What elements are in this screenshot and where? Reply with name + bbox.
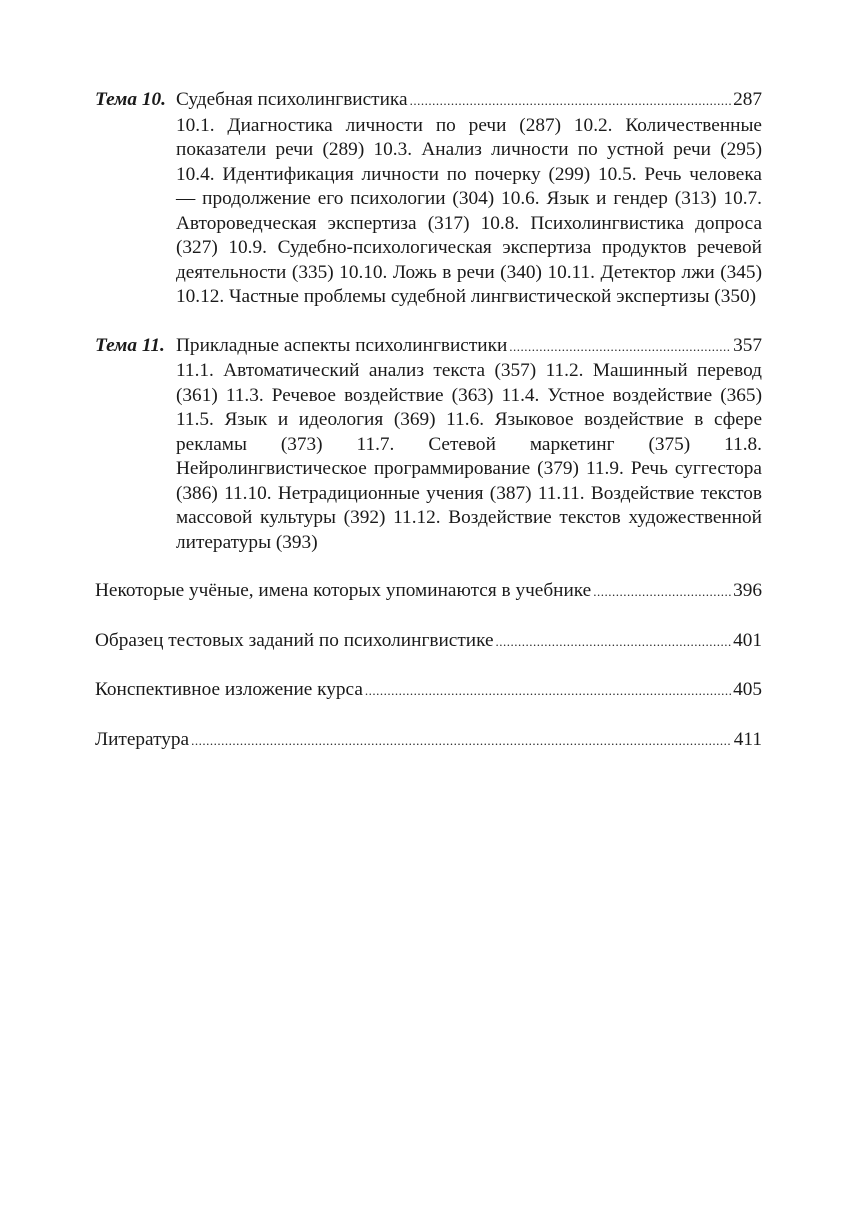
- page-number: 411: [733, 728, 762, 750]
- page-number: 401: [733, 629, 762, 651]
- topic-title: Прикладные аспекты психолингвистики: [176, 334, 508, 356]
- toc-entry-literature: [95, 728, 762, 754]
- topic-heading: [176, 88, 762, 114]
- topic-subsections: 11.1. Автоматический анализ текста (357) 11.2. Машинный перевод (361) 11.3. Речевое воздействие (363) 11.4. Устное воздействие (365) 11.5. Язык и идеология (369) 11.6. Языковое воздействие в сфере рекламы (373) 11.7. Сетевой маркетинг (375) 11.8. Нейролингвистическое программирование (379) 11.9. Речь суггестора (386) 11.10. Нетрадиционные учения (387) 11.11. Воздействие текстов массовой культуры (392) 11.12. Воздействие текстов художественной литературы (393): [176, 360, 762, 553]
- topic-heading: [176, 334, 762, 360]
- entry-title: Конспективное изложение курса: [95, 679, 363, 700]
- toc-topic-11: [95, 334, 762, 556]
- topic-body: [176, 334, 762, 556]
- toc-entry-tests: [95, 629, 762, 655]
- toc-entry-summary: [95, 678, 762, 704]
- topic-body: [176, 88, 762, 310]
- toc-entry-scientists: [95, 579, 762, 605]
- toc-topic-10: [95, 88, 762, 310]
- page-number: 396: [733, 580, 762, 601]
- page-number: 405: [733, 679, 762, 700]
- topic-title: Судебная психолингвистика: [176, 89, 408, 110]
- topic-label: Тема 11.: [95, 334, 165, 356]
- leader-dots: [410, 89, 732, 114]
- leader-dots: [191, 729, 732, 754]
- leader-dots: [365, 679, 731, 704]
- leader-dots: [593, 580, 731, 605]
- leader-dots: [496, 630, 732, 655]
- page-number: 287: [733, 89, 762, 110]
- entry-title: Некоторые учёные, имена которых упоминаются в учебнике: [95, 580, 592, 601]
- topic-subsections: 10.1. Диагностика личности по речи (287) 10.2. Количественные показатели речи (289) 10.3. Анализ личности по устной речи (295) 10.4. Идентификация личности по почерку (299) 10.5. Речь человека — продолжение его психологии (304) 10.6. Язык и гендер (313) 10.7. Автороведческая экспертиза (317) 10.8. Психолингвистика допроса (327) 10.9. Судебно-психологическая экспертиза продуктов речевой деятельности (335) 10.10. Ложь в речи (340) 10.11. Детектор лжи (345) 10.12. Частные проблемы судебной лингвистической экспертизы (350): [176, 114, 762, 307]
- entry-title: Образец тестовых заданий по психолингвистике: [95, 629, 494, 651]
- table-of-contents: [95, 88, 762, 777]
- page-number: 357: [733, 334, 762, 356]
- topic-label: Тема 10.: [95, 89, 166, 110]
- leader-dots: [509, 335, 731, 360]
- entry-title: Литература: [95, 728, 190, 750]
